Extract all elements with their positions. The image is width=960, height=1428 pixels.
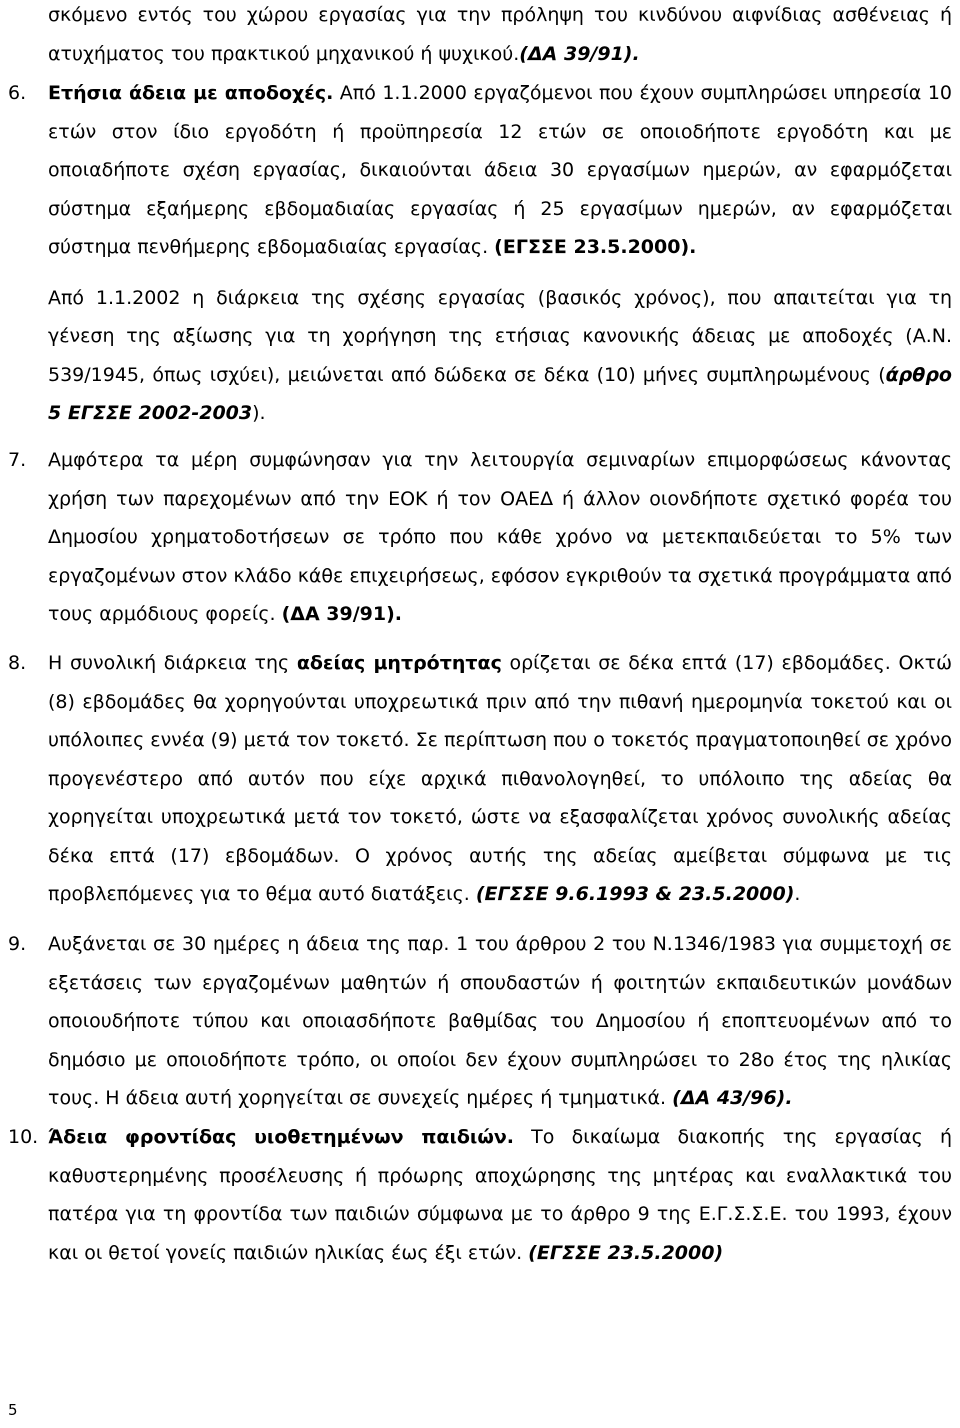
reference-paren: ).	[252, 402, 266, 424]
reference: (ΕΓΣΣΕ 23.5.2000).	[494, 236, 697, 258]
reference: (ΔΑ 43/96).	[672, 1087, 793, 1109]
list-item-10	[0, 1118, 960, 1272]
item-number: 8.	[8, 652, 27, 674]
reference-paren: (	[878, 363, 886, 386]
item-number: 6.	[8, 82, 27, 104]
list-item-9	[0, 925, 960, 1118]
paragraph-text: ορίζεται σε δέκα επτά (17) εβδομάδες. Οκτώ (8) εβδομάδες θα χορηγούνται υποχρεωτικά πριν από την πιθανή ημερομηνία τοκετού και οι υπόλοιπες εννέα (9) μετά τον τοκετό. Σε περίπτωση που ο τοκετός πραγματοποιηθεί σε χρόνο προγενέστερο από αυτόν που είχε αρχικά πιθανολογηθεί, το υπόλοιπο της αδείας θα χορηγείται υποχρεωτικά μετά τον τοκετό, ώστε να εξασφαλίζεται χρόνος συνολικής αδείας δέκα επτά (17) εβδομάδων. Ο χρόνος αυτής της αδείας αμείβεται σύμφωνα με τις προβλεπόμενες για το θέμα αυτό διατάξεις.	[48, 652, 952, 905]
paragraph-text: Αμφότερα τα μέρη συμφώνησαν για την λειτουργία σεμιναρίων επιμορφώσεως κάνοντας χρήση των παρεχομένων από την ΕΟΚ ή τον ΟΑΕΔ ή άλλον οιονδήποτε σχετικό φορέα του Δημοσίου χρηματοδοτήσεων σε τρόπο που κάθε χρόνο να μετεκπαιδεύεται το 5% των εργαζομένων στον κλάδο κάθε επιχειρήσεως, εφόσον εγκριθούν τα σχετικά προγράμματα από τους αρμόδιους φορείς.	[48, 449, 952, 625]
reference: (ΕΓΣΣΕ 23.5.2000)	[528, 1241, 724, 1264]
reference: (ΔΑ 39/91).	[519, 42, 640, 65]
list-item-6	[0, 74, 960, 433]
paragraph-text: Η συνολική διάρκεια της	[48, 652, 297, 674]
item-number: 10.	[8, 1126, 39, 1148]
emphasis: αδείας μητρότητας	[296, 652, 502, 674]
reference: (ΕΓΣΣΕ 9.6.1993 & 23.5.2000)	[475, 883, 795, 905]
reference-end: .	[794, 883, 801, 905]
item-number: 7.	[8, 449, 27, 471]
reference: (ΔΑ 39/91).	[281, 603, 402, 625]
paragraph-text: Από 1.1.2000 εργαζόμενοι που έχουν συμπληρώσει υπηρεσία 10 ετών στον ίδιο εργοδότη ή προϋπηρεσία 12 ετών σε οποιοδήποτε εργοδότη και με οποιαδήποτε σχέση εργασίας, δικαιούνται άδεια 30 εργασίμων ημερών, αν εφαρμόζεται σύστημα εξαήμερης εβδομαδιαίας εργασίας ή 25 εργασίμων ημερών, αν εφαρμόζεται σύστημα πενθήμερης εβδομαδιαίας εργασίας.	[48, 82, 952, 258]
item-heading: Ετήσια άδεια με αποδοχές.	[48, 82, 334, 104]
paragraph-text: σκόμενο εντός του χώρου εργασίας για την πρόληψη του κινδύνου αιφνίδιας ασθένειας ή ατυχήματος του πρακτικού μηχανικού ή ψυχικού.	[48, 4, 952, 65]
page-number: 5	[8, 1401, 18, 1419]
paragraph-text: Από 1.1.2002 η διάρκεια της σχέσης εργασίας (βασικός χρόνος), που απαιτείται για τη γένεση της αξίωσης για τη χορήγηση της ετήσιας κανονικής άδειας με αποδοχές (Α.Ν. 539/1945, όπως ισχύει), μειώνεται από δώδεκα σε δέκα (10) μήνες συμπληρωμένους	[48, 286, 952, 386]
item-number: 9.	[8, 933, 27, 955]
list-item-8	[0, 644, 960, 914]
item-heading: Άδεια φροντίδας υιοθετημένων παιδιών.	[48, 1126, 514, 1148]
paragraph-text: Το δικαίωμα διακοπής της εργασίας ή καθυστερημένης προσέλευσης ή πρόωρης αποχώρησης της μητέρας και εναλλακτικά του πατέρα για τη φροντίδα των παιδιών σύμφωνα με το άρθρο 9 της Ε.Γ.Σ.Σ.Ε. του 1993, έχουν και οι θετοί γονείς παιδιών ηλικίας έως έξι ετών.	[48, 1126, 952, 1264]
reference: άρθρο 5 ΕΓΣΣΕ 2002-2003	[48, 363, 952, 424]
list-item-7	[0, 441, 960, 634]
paragraph-text: Αυξάνεται σε 30 ημέρες η άδεια της παρ. 1 του άρθρου 2 του Ν.1346/1983 για συμμετοχή σε εξετάσεις των εργαζομένων μαθητών ή σπουδαστών ή φοιτητών εκπαιδευτικών μονάδων οποιουδήποτε τύπου και οποιασδήποτε βαθμίδας του Δημοσίου ή εποπτευομένων από το δημόσιο με οποιοδήποτε τρόπο, οι οποίοι δεν έχουν συμπληρώσει το 28ο έτος της ηλικίας τους. Η άδεια αυτή χορηγείται σε συνεχείς ημέρες ή τμηματικά.	[48, 933, 952, 1109]
continuation-paragraph	[0, 0, 960, 73]
